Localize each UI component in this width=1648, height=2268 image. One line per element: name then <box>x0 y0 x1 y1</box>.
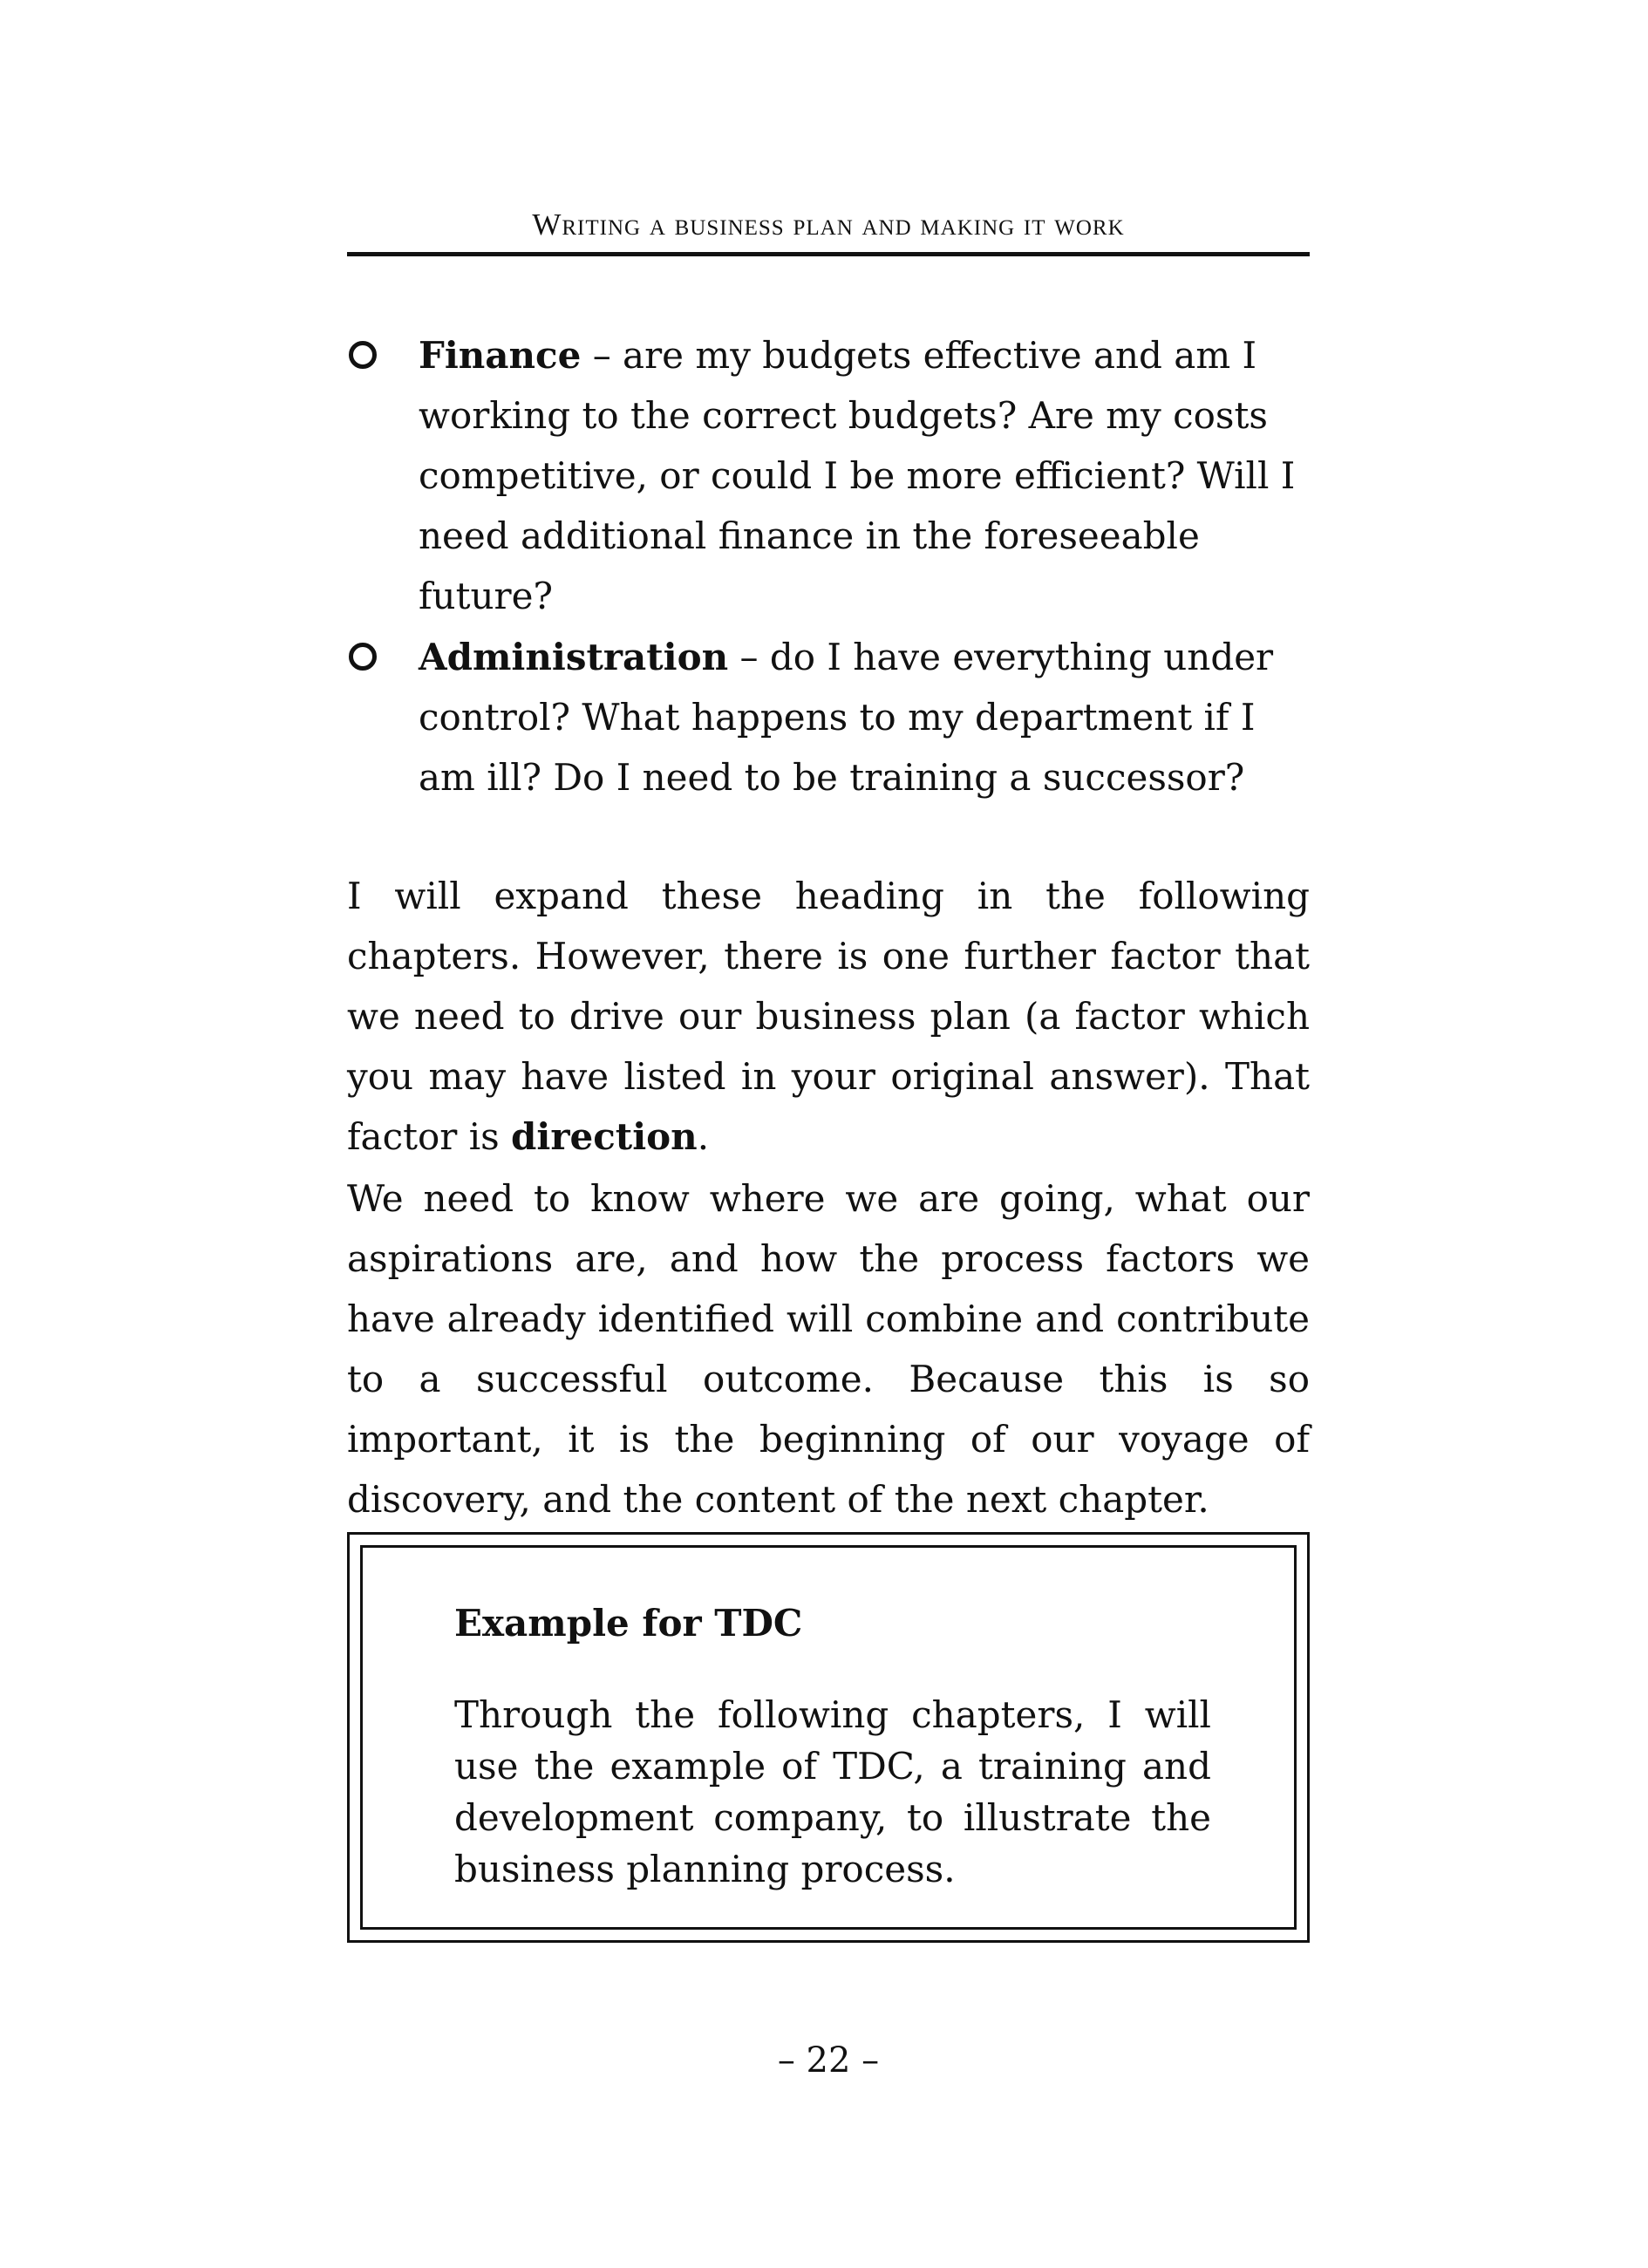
paragraph-direction-keyword: direction <box>511 1115 698 1158</box>
bullet-lead-finance: Finance <box>419 334 582 377</box>
paragraph-direction-text: I will expand these heading in the following chapters. However, there is one further factor that we need to drive our business plan (a factor which you may have listed in your original answer). That factor is <box>347 875 1310 1158</box>
example-title: Example for TDC <box>454 1602 803 1645</box>
bullet-body-administration: – do I have everything under control? What happens to my department if I am ill? Do I need to be training a successor? <box>419 636 1274 799</box>
bullet-body-finance: – are my budgets effective and am I working to the correct budgets? Are my costs competitive, or could I be more efficient? Will I need additional finance in the foreseeable future? <box>419 334 1296 617</box>
example-box <box>347 1532 1310 1943</box>
page-number: – 22 – <box>777 2040 880 2081</box>
paragraph-direction-end: . <box>697 1115 710 1158</box>
bullet-lead-administration: Administration <box>419 636 729 678</box>
example-body: Through the following chapters, I will use the example of TDC, a training and development company, to illustrate the business planning process. <box>454 1693 1211 1890</box>
paragraph-aspirations: We need to know where we are going, what our aspirations are, and how the process factors we have already identified will combine and contribute to a successful outcome. Because this is so important, it is the beginning of our voyage of discovery, and the content of the next chapter. <box>347 1177 1310 1521</box>
header-rule <box>347 252 1310 256</box>
example-box-inner-frame <box>360 1545 1297 1930</box>
running-head: Writing a business plan and making it work <box>532 208 1125 242</box>
hollow-circle-bullet-icon <box>349 643 377 671</box>
paragraph-direction <box>347 866 1310 1167</box>
bullet-text <box>419 627 1310 807</box>
bullet-text <box>419 325 1310 626</box>
hollow-circle-bullet-icon <box>349 341 377 369</box>
